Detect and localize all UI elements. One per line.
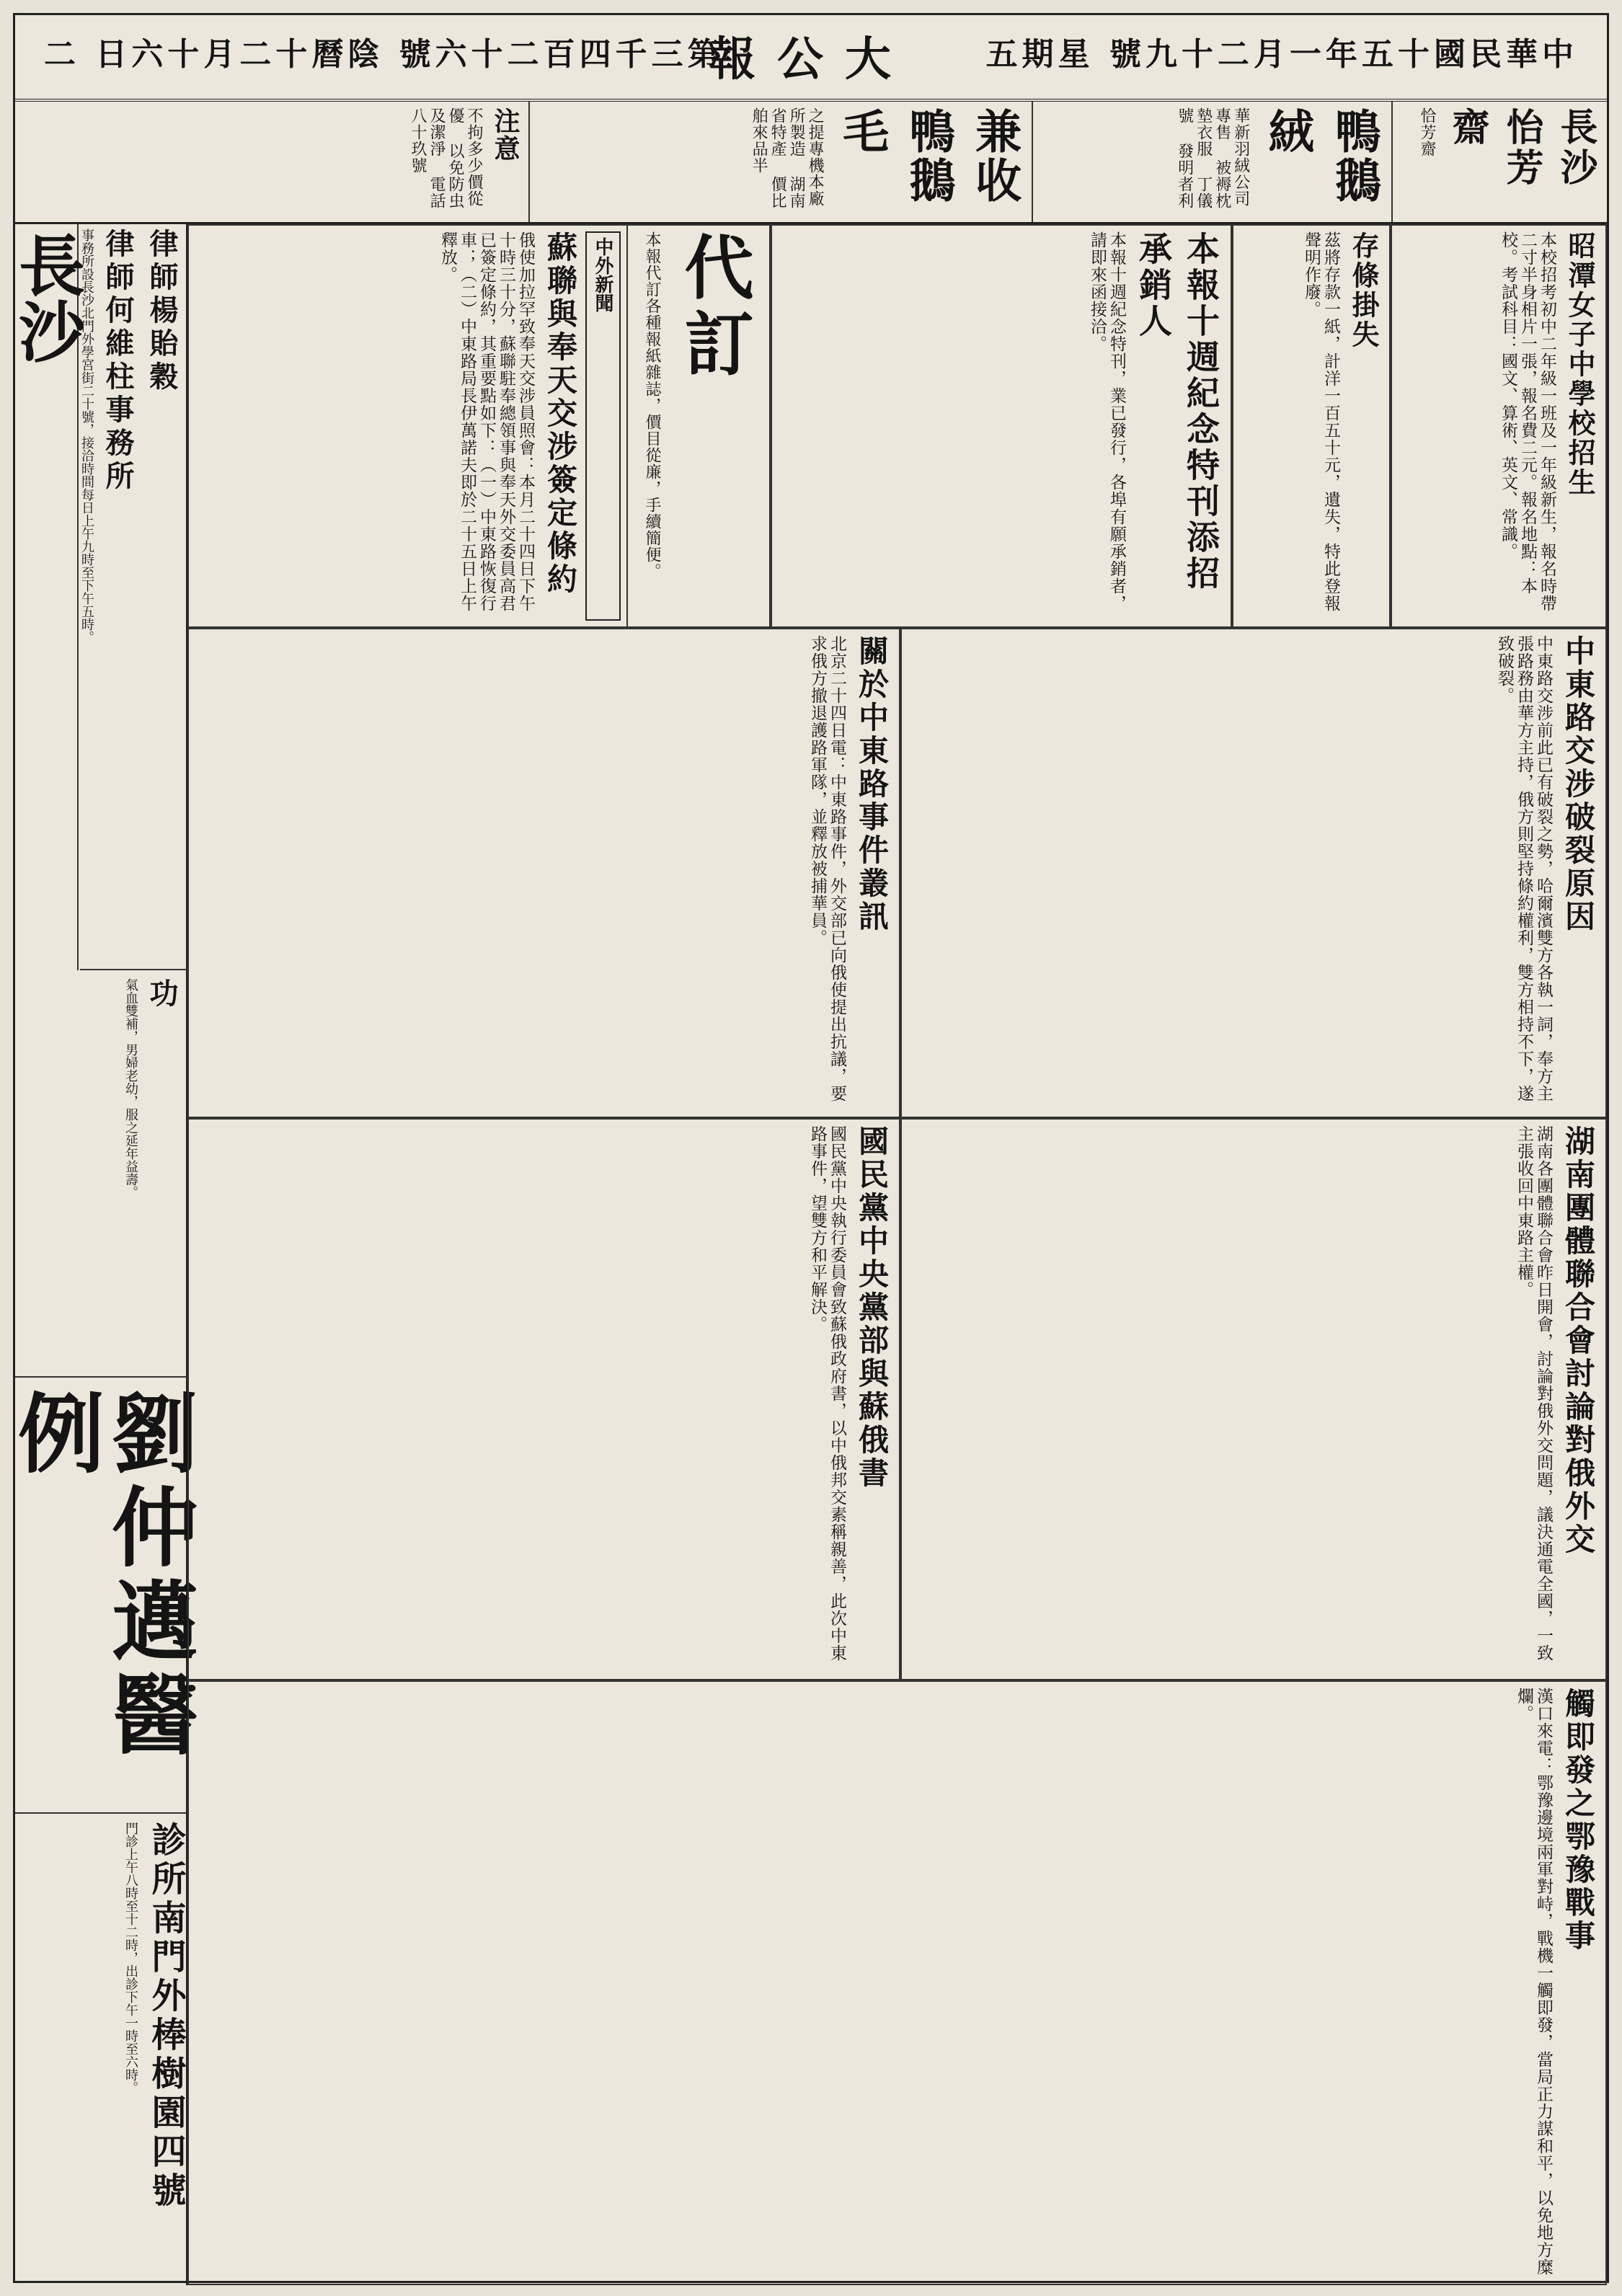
medicine-body: 氣血雙補，男婦老幼，服之延年益壽。: [123, 978, 138, 1199]
newspaper-page: [4, 13, 1609, 2283]
ad-body-4: 不拘多少價從優 以免防虫 及潔淨 電話八十玖號: [409, 107, 484, 209]
clinic-ad: [15, 1817, 195, 2287]
article-4: [900, 1118, 1607, 1680]
ad-title-1: 長沙怡芳齋: [1445, 107, 1597, 188]
article-1: [187, 224, 626, 628]
medicine-title: 功: [145, 978, 179, 1011]
anniversary-body: 本報十週紀念特刊，業已發行，各埠有願承銷者，請即來函接洽。: [1088, 231, 1126, 612]
daiding-title: 代訂: [673, 231, 755, 384]
clinic-title: 診所南門外棒樹園四號: [146, 1822, 186, 2211]
school-notice: [1391, 224, 1607, 628]
date-line: 中華民國十五年一月二十九號 星期五: [985, 36, 1578, 73]
ad-cell-3: [528, 102, 1032, 222]
article-2-body: 中東路交涉前此已有破裂之勢，哈爾濱雙方各執一詞，奉方主張路務由華方主持，俄方則堅持條約權利，雙方相持不下，遂致破裂。: [1495, 635, 1553, 1102]
article-1-title: 蘇聯與奉天交涉簽定條約: [543, 231, 578, 596]
school-title: 昭潭女子中學校招生: [1564, 231, 1596, 497]
lawyer-subtitle: 律師何維柱事務所: [101, 229, 135, 494]
lawyer-body: 事務所設長沙北門外學宮街二十號，接洽時間每日上午九時至下午五時。: [79, 229, 94, 644]
daiding-body: 本報代訂各種報紙雜誌，價目從廉，手續簡便。: [643, 231, 661, 580]
ad-title-4: 注意: [490, 107, 521, 162]
masthead: [15, 15, 1607, 102]
article-5: [187, 1118, 900, 1680]
anniversary-notice: [771, 224, 1232, 628]
doctor-name: 劉仲邁醫例: [4, 1388, 199, 1763]
ad-title-2: 鴨鵝絨: [1260, 107, 1381, 205]
medicine-ad: [15, 974, 187, 1378]
ad-body-3: 之提專機本廠所製造 湖南省特產 價比舶來品半: [750, 107, 825, 209]
lost-title: 存條掛失: [1347, 231, 1380, 350]
issue-line: 第三千四百二十六號 陰曆十二月十六日 二: [44, 36, 724, 73]
brand-big: [8, 224, 86, 970]
ad-cell-4: [15, 102, 528, 222]
left-ad-strip: [4, 224, 199, 2285]
article-6-body: 漢口來電：鄂豫邊境兩軍對峙，戰機一觸即發，當局正力謀和平，以免地方糜爛。: [1515, 1688, 1553, 2276]
top-ad-band: [15, 102, 1607, 224]
clinic-body: 門診上午八時至十二時，出診下午一時至六時。: [123, 1822, 138, 2094]
lost-notice: [1232, 224, 1391, 628]
article-2-title: 中東路交涉破裂原因: [1561, 635, 1596, 934]
doctor-ad: [4, 1381, 199, 1814]
ad-body-2: 華新羽絨公司專售 被褥枕墊衣服 丁儀號 發明者利: [1175, 107, 1250, 209]
lawyer-ad: [80, 224, 187, 970]
article-6: [187, 1680, 1607, 2285]
ad-cell-2: [1032, 102, 1391, 222]
article-2: [900, 628, 1607, 1118]
article-5-body: 國民黨中央執行委員會致蘇俄政府書，以中俄邦交素稱親善，此次中東路事件，望雙方和平解決。: [808, 1125, 846, 1662]
school-body: 本校招考初中二年級一班及一年級新生，報名時帶二寸半身相片一張，報名費二元。報名地點：本校。考試科目：國文、算術、英文、常識。: [1499, 231, 1556, 612]
article-3-title: 關於中東路事件叢訊: [854, 635, 890, 934]
section-label: 中外新聞: [585, 231, 621, 621]
article-5-title: 國民黨中央黨部與蘇俄書: [854, 1125, 890, 1490]
paper-name: 大公報: [709, 32, 913, 87]
article-4-body: 湖南各團體聯合會昨日開會，討論對俄外交問題，議決通電全國，一致主張收回中東路主權。: [1515, 1125, 1553, 1662]
article-1-body: 俄使加拉罕致奉天交涉員照會：本月二十四日下午十時三十分，蘇聯駐奉總領事與奉天外交委員高君已簽定條約，其重要點如下：（一）中東路恢復行車；（二）中東路局長伊萬諾夫即於二十五日上午釋放。: [438, 231, 535, 612]
anniversary-title: 本報十週紀念特刊添招承銷人: [1134, 231, 1220, 592]
article-3-body: 北京二十四日電：中東路事件，外交部已向俄使提出抗議，要求俄方撤退護路軍隊，並釋放被捕華員。: [808, 635, 846, 1102]
article-4-title: 湖南團體聯合會討論對俄外交: [1561, 1125, 1596, 1556]
ad-title-3: 兼收鴨鵝毛: [835, 107, 1022, 205]
article-3: [187, 628, 900, 1118]
ad-cell-1: [1391, 102, 1607, 222]
lost-body: 茲將存款一紙，計洋一百五十元，遺失，特此登報聲明作廢。: [1302, 231, 1340, 612]
daiding-notice: [626, 224, 771, 628]
article-6-title: 觸即發之鄂豫戰事: [1561, 1688, 1596, 1953]
main-area: [4, 224, 1607, 2285]
content-area: [192, 224, 1607, 2285]
ad-body-1: 恰芳齋: [1418, 107, 1436, 157]
brand-big-text: 長沙: [8, 231, 86, 364]
lawyer-title: 律師楊貽穀: [145, 229, 179, 394]
